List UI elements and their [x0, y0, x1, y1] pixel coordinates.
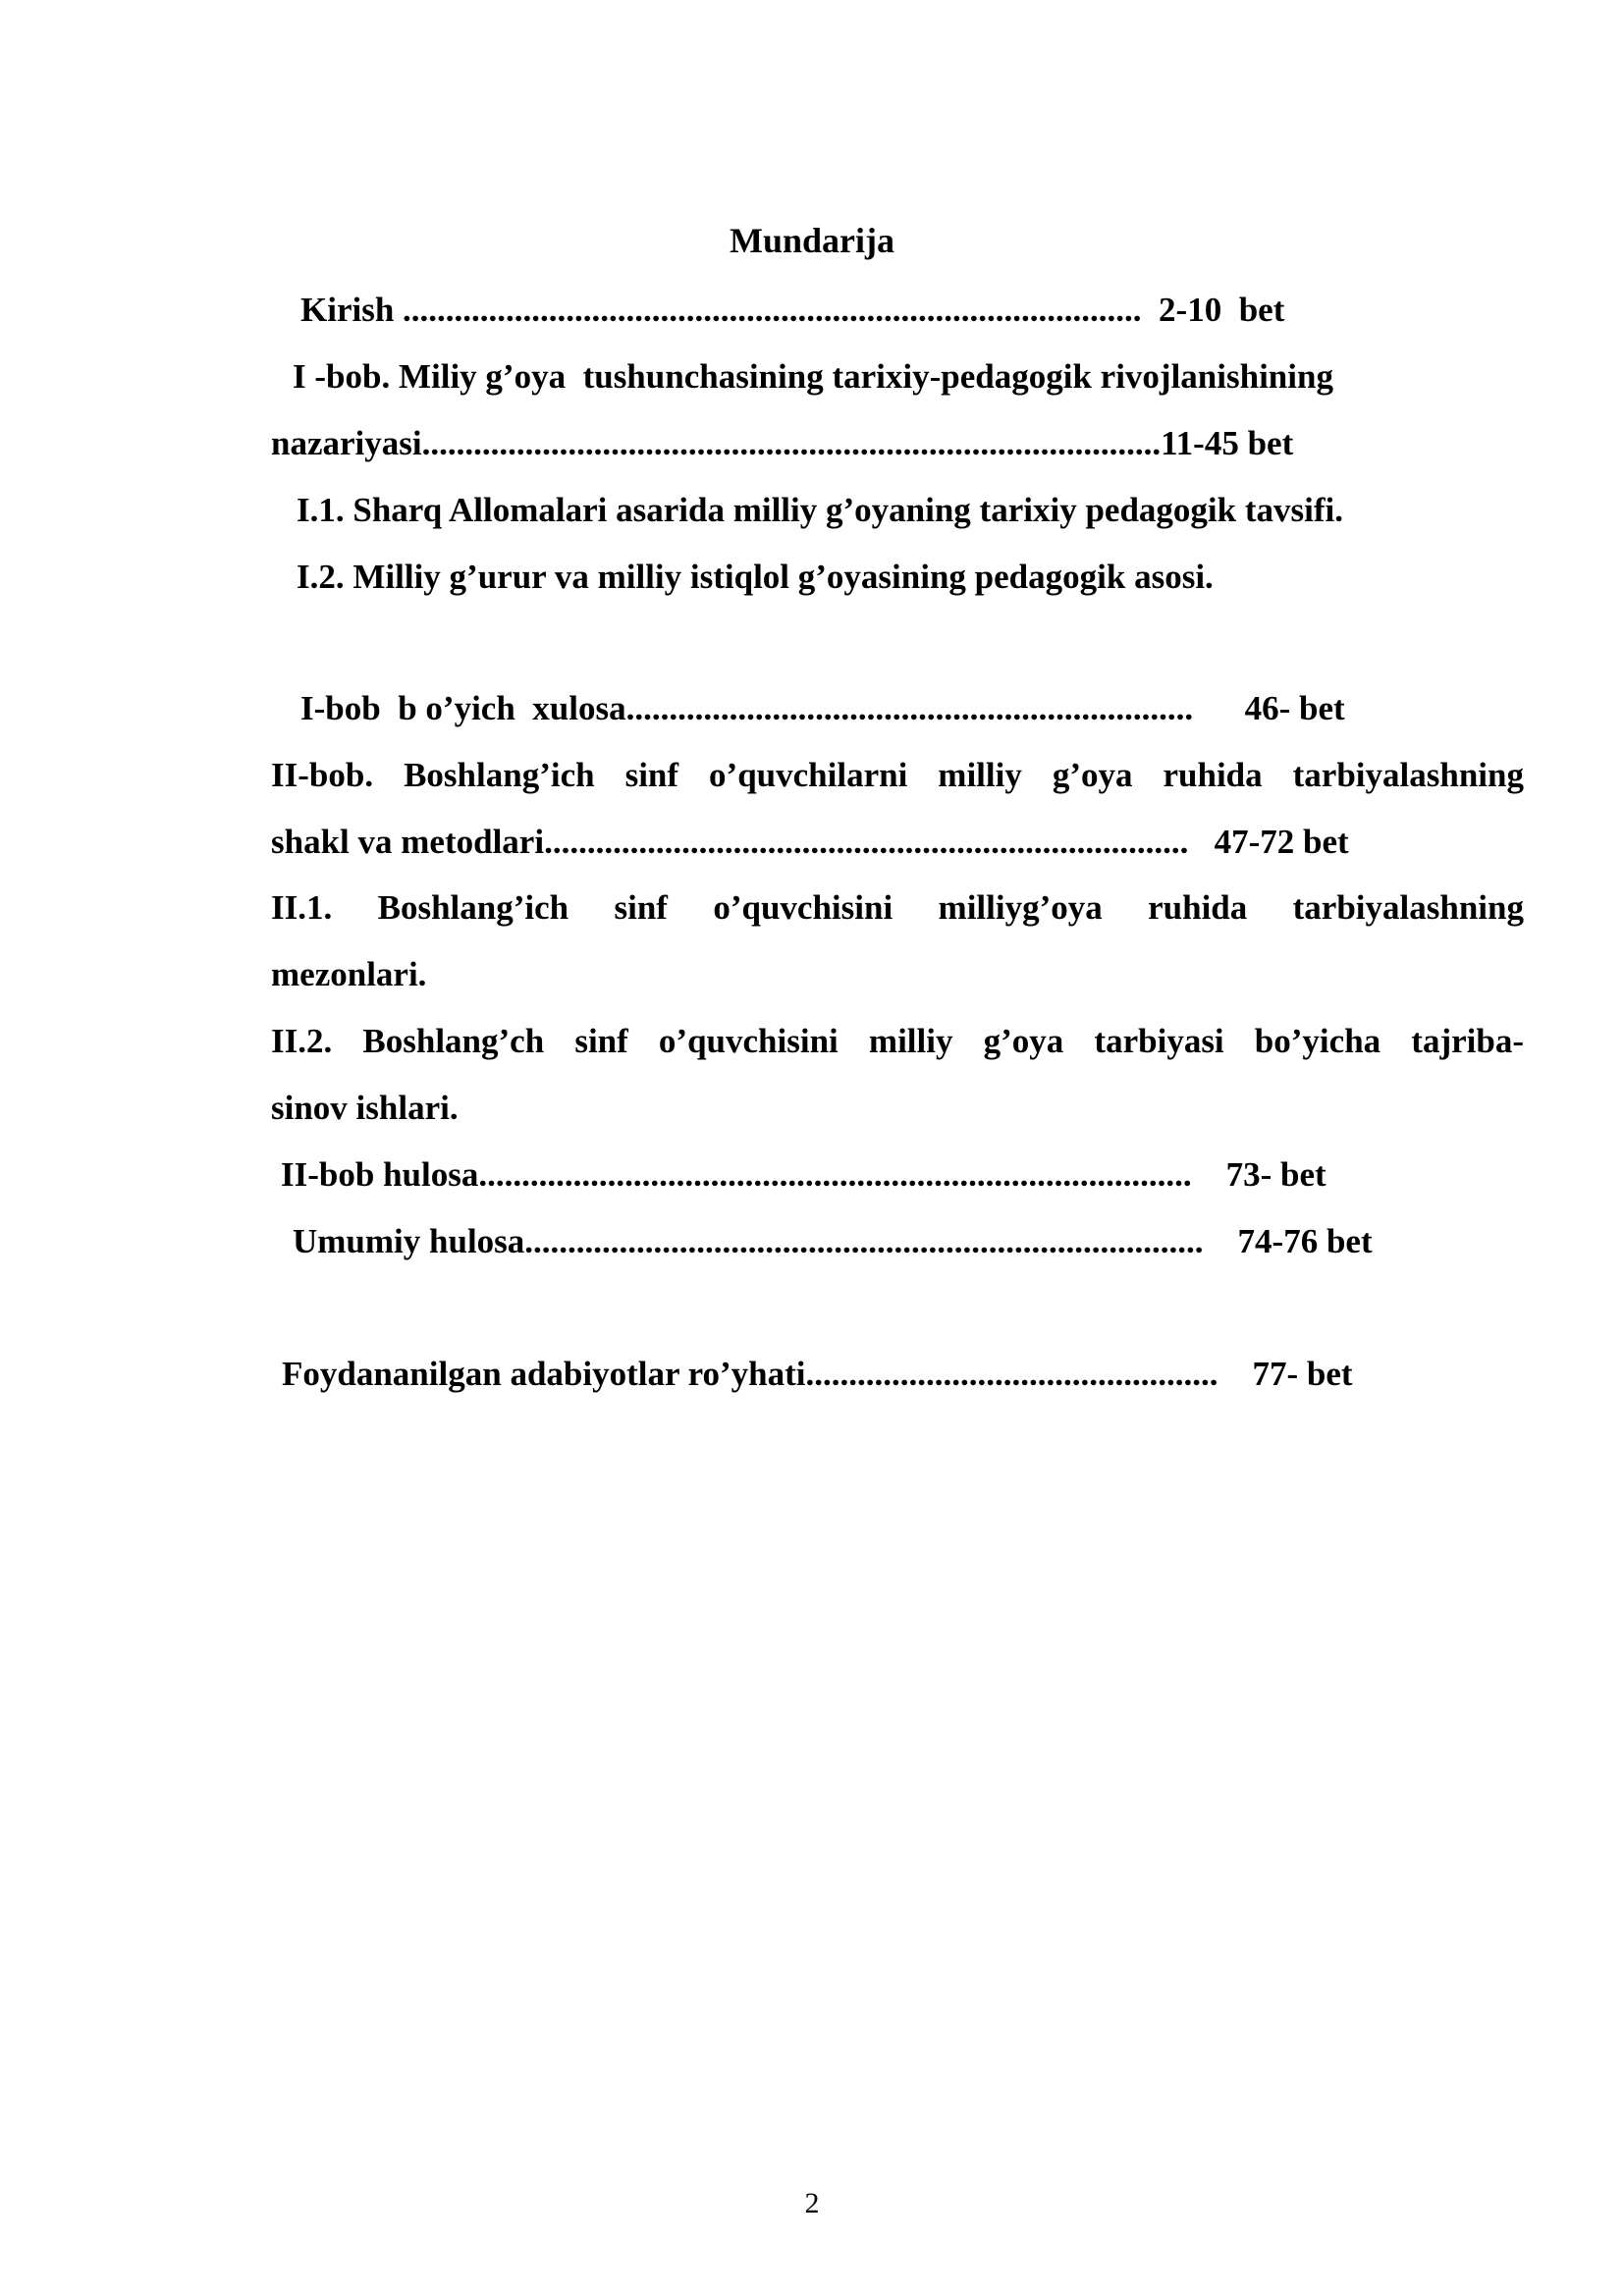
toc-entry-kirish: Kirish ...................................................................................... 2-10 bet: [300, 291, 1285, 329]
toc-title: Mundarija: [729, 221, 894, 260]
toc-entry-bob1-line2: nazariyasi......................................................................................11-45 bet: [271, 424, 1294, 462]
toc-entry-umumiy-hulosa: Umumiy hulosa............................................................................... 74-76 bet: [293, 1222, 1373, 1260]
toc-entry-section-1-2: I.2. Milliy g’urur va milliy istiqlol g’oyasining pedagogik asosi.: [297, 558, 1214, 596]
toc-entry-bob1-xulosa: I-bob b o’yich xulosa.................................................................. 46- bet: [300, 689, 1345, 727]
toc-entry-adabiyotlar: Foydananilgan adabiyotlar ro’yhati................................................ 77- bet: [282, 1355, 1353, 1393]
toc-entry-bob2-line2: shakl va metodlari........................................................................... 47-72 bet: [271, 823, 1349, 861]
page-number: 2: [804, 2187, 820, 2219]
toc-entry-section-1-1: I.1. Sharq Allomalari asarida milliy g’oyaning tarixiy pedagogik tavsifi.: [297, 491, 1343, 529]
toc-entry-bob2-hulosa: II-bob hulosa................................................................................... 73- bet: [281, 1155, 1326, 1194]
toc-entry-section-2-2-line1: II.2. Boshlang’ch sinf o’quvchisini milliy g’oya tarbiyasi bo’yicha tajriba-: [271, 1022, 1524, 1060]
toc-entry-bob2-line1: II-bob. Boshlang’ich sinf o’quvchilarni milliy g’oya ruhida tarbiyalashning: [271, 756, 1524, 794]
toc-entry-section-2-1-line1: II.1. Boshlang’ich sinf o’quvchisini milliyg’oya ruhida tarbiyalashning: [271, 888, 1524, 927]
toc-entry-bob1-line1: I -bob. Miliy g’oya tushunchasining tarixiy-pedagogik rivojlanishining: [293, 357, 1333, 396]
toc-entry-section-2-1-line2: mezonlari.: [271, 955, 427, 993]
toc-entry-section-2-2-line2: sinov ishlari.: [271, 1089, 459, 1127]
